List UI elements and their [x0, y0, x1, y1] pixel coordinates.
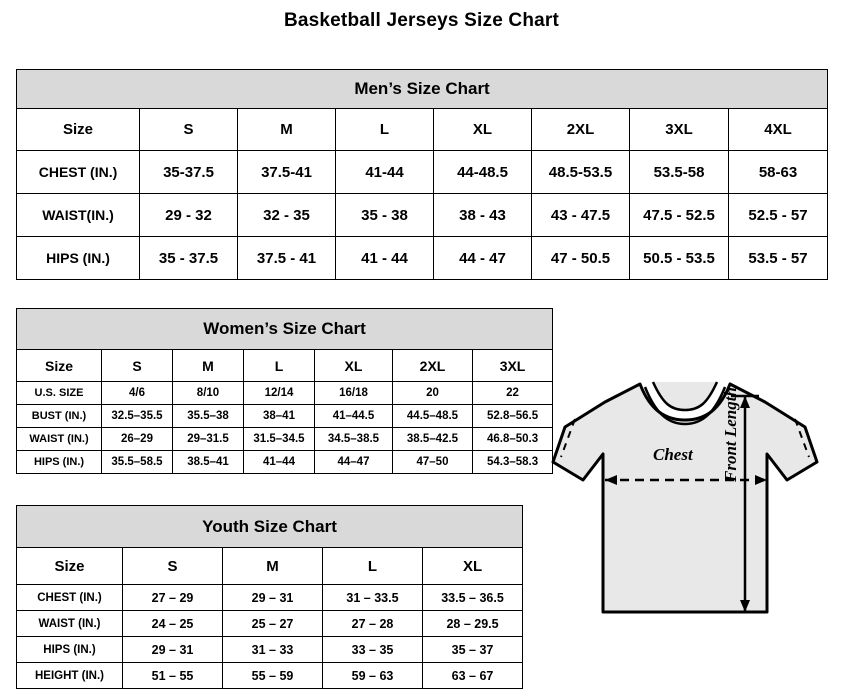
- table-cell: 27 – 28: [323, 611, 423, 637]
- table-cell: 27 – 29: [123, 585, 223, 611]
- table-header-row: [17, 350, 553, 382]
- column-header: L: [336, 109, 434, 151]
- table-cell: 16/18: [315, 382, 393, 405]
- table-cell: 41–44.5: [315, 405, 393, 428]
- table-row: [17, 405, 553, 428]
- table-row: [17, 194, 828, 237]
- table-cell: 59 – 63: [323, 663, 423, 689]
- table-cell: 29 – 31: [123, 637, 223, 663]
- table-cell: 38.5–41: [173, 451, 244, 474]
- column-header: L: [244, 350, 315, 382]
- column-header: Size: [17, 548, 123, 585]
- table-row: [17, 151, 828, 194]
- table-caption-row: [17, 506, 523, 548]
- mens-chart-caption: Men’s Size Chart: [17, 70, 828, 109]
- table-cell: 31 – 33.5: [323, 585, 423, 611]
- table-cell: 35-37.5: [140, 151, 238, 194]
- table-cell: 20: [393, 382, 473, 405]
- table-cell: 35 - 37.5: [140, 237, 238, 280]
- table-cell: 33.5 – 36.5: [423, 585, 523, 611]
- table-cell: 35.5–58.5: [102, 451, 173, 474]
- chest-measure-label: Chest: [653, 445, 693, 464]
- youth-size-chart-table: [16, 505, 523, 689]
- table-row: [17, 637, 523, 663]
- table-cell: 38 - 43: [434, 194, 532, 237]
- column-header: 2XL: [393, 350, 473, 382]
- front-length-measure-label: Front Length: [721, 387, 740, 482]
- table-cell: 32 - 35: [238, 194, 336, 237]
- column-header: XL: [434, 109, 532, 151]
- table-row: [17, 585, 523, 611]
- table-cell: 47 - 50.5: [532, 237, 630, 280]
- table-cell: 43 - 47.5: [532, 194, 630, 237]
- column-header: Size: [17, 350, 102, 382]
- row-label: BUST (IN.): [17, 405, 102, 428]
- table-cell: 38–41: [244, 405, 315, 428]
- column-header: S: [140, 109, 238, 151]
- column-header: M: [238, 109, 336, 151]
- row-label: CHEST (IN.): [17, 585, 123, 611]
- row-label: HIPS (IN.): [17, 637, 123, 663]
- table-cell: 53.5-58: [630, 151, 729, 194]
- table-cell: 22: [473, 382, 553, 405]
- mens-size-chart-table: [16, 69, 828, 280]
- table-cell: 12/14: [244, 382, 315, 405]
- column-header: L: [323, 548, 423, 585]
- table-cell: 41-44: [336, 151, 434, 194]
- womens-size-chart-table: [16, 308, 553, 474]
- row-label: WAIST(IN.): [17, 194, 140, 237]
- table-cell: 47.5 - 52.5: [630, 194, 729, 237]
- table-cell: 35.5–38: [173, 405, 244, 428]
- column-header: Size: [17, 109, 140, 151]
- column-header: XL: [315, 350, 393, 382]
- column-header: 2XL: [532, 109, 630, 151]
- table-cell: 44–47: [315, 451, 393, 474]
- table-row: [17, 611, 523, 637]
- page-title: Basketball Jerseys Size Chart: [283, 10, 560, 31]
- column-header: S: [102, 350, 173, 382]
- table-cell: 29 - 32: [140, 194, 238, 237]
- table-cell: 41–44: [244, 451, 315, 474]
- column-header: 3XL: [473, 350, 553, 382]
- table-cell: 44.5–48.5: [393, 405, 473, 428]
- column-header: 4XL: [729, 109, 828, 151]
- table-cell: 28 – 29.5: [423, 611, 523, 637]
- table-cell: 52.5 - 57: [729, 194, 828, 237]
- table-cell: 52.8–56.5: [473, 405, 553, 428]
- row-label: U.S. SIZE: [17, 382, 102, 405]
- table-cell: 37.5 - 41: [238, 237, 336, 280]
- row-label: CHEST (IN.): [17, 151, 140, 194]
- table-cell: 32.5–35.5: [102, 405, 173, 428]
- column-header: S: [123, 548, 223, 585]
- table-row: [17, 428, 553, 451]
- table-cell: 29–31.5: [173, 428, 244, 451]
- table-cell: 55 – 59: [223, 663, 323, 689]
- table-cell: 46.8–50.3: [473, 428, 553, 451]
- table-cell: 31.5–34.5: [244, 428, 315, 451]
- table-caption-row: [17, 309, 553, 350]
- jersey-illustration-icon: [545, 362, 835, 662]
- row-label: WAIST (IN.): [17, 611, 123, 637]
- table-caption-row: [17, 70, 828, 109]
- table-cell: 50.5 - 53.5: [630, 237, 729, 280]
- column-header: M: [223, 548, 323, 585]
- table-cell: 48.5-53.5: [532, 151, 630, 194]
- column-header: 3XL: [630, 109, 729, 151]
- table-cell: 29 – 31: [223, 585, 323, 611]
- table-cell: 44 - 47: [434, 237, 532, 280]
- table-cell: 51 – 55: [123, 663, 223, 689]
- table-row: [17, 237, 828, 280]
- table-cell: 63 – 67: [423, 663, 523, 689]
- table-row: [17, 451, 553, 474]
- table-cell: 58-63: [729, 151, 828, 194]
- table-header-row: [17, 109, 828, 151]
- youth-chart-caption: Youth Size Chart: [17, 506, 523, 548]
- table-row: [17, 382, 553, 405]
- table-cell: 41 - 44: [336, 237, 434, 280]
- table-cell: 35 – 37: [423, 637, 523, 663]
- table-cell: 4/6: [102, 382, 173, 405]
- table-cell: 38.5–42.5: [393, 428, 473, 451]
- jersey-body-shape: [553, 384, 817, 612]
- table-cell: 8/10: [173, 382, 244, 405]
- table-row: [17, 663, 523, 689]
- column-header: XL: [423, 548, 523, 585]
- row-label: HIPS (IN.): [17, 237, 140, 280]
- row-label: WAIST (IN.): [17, 428, 102, 451]
- table-cell: 33 – 35: [323, 637, 423, 663]
- table-cell: 44-48.5: [434, 151, 532, 194]
- table-cell: 35 - 38: [336, 194, 434, 237]
- collar-top-curve: [653, 382, 717, 410]
- table-cell: 25 – 27: [223, 611, 323, 637]
- table-cell: 34.5–38.5: [315, 428, 393, 451]
- table-cell: 26–29: [102, 428, 173, 451]
- table-header-row: [17, 548, 523, 585]
- table-cell: 37.5-41: [238, 151, 336, 194]
- row-label: HIPS (IN.): [17, 451, 102, 474]
- table-cell: 31 – 33: [223, 637, 323, 663]
- shirt-measurement-diagram: [545, 362, 835, 682]
- column-header: M: [173, 350, 244, 382]
- table-cell: 24 – 25: [123, 611, 223, 637]
- table-cell: 53.5 - 57: [729, 237, 828, 280]
- womens-chart-caption: Women’s Size Chart: [17, 309, 553, 350]
- table-cell: 54.3–58.3: [473, 451, 553, 474]
- table-cell: 47–50: [393, 451, 473, 474]
- row-label: HEIGHT (IN.): [17, 663, 123, 689]
